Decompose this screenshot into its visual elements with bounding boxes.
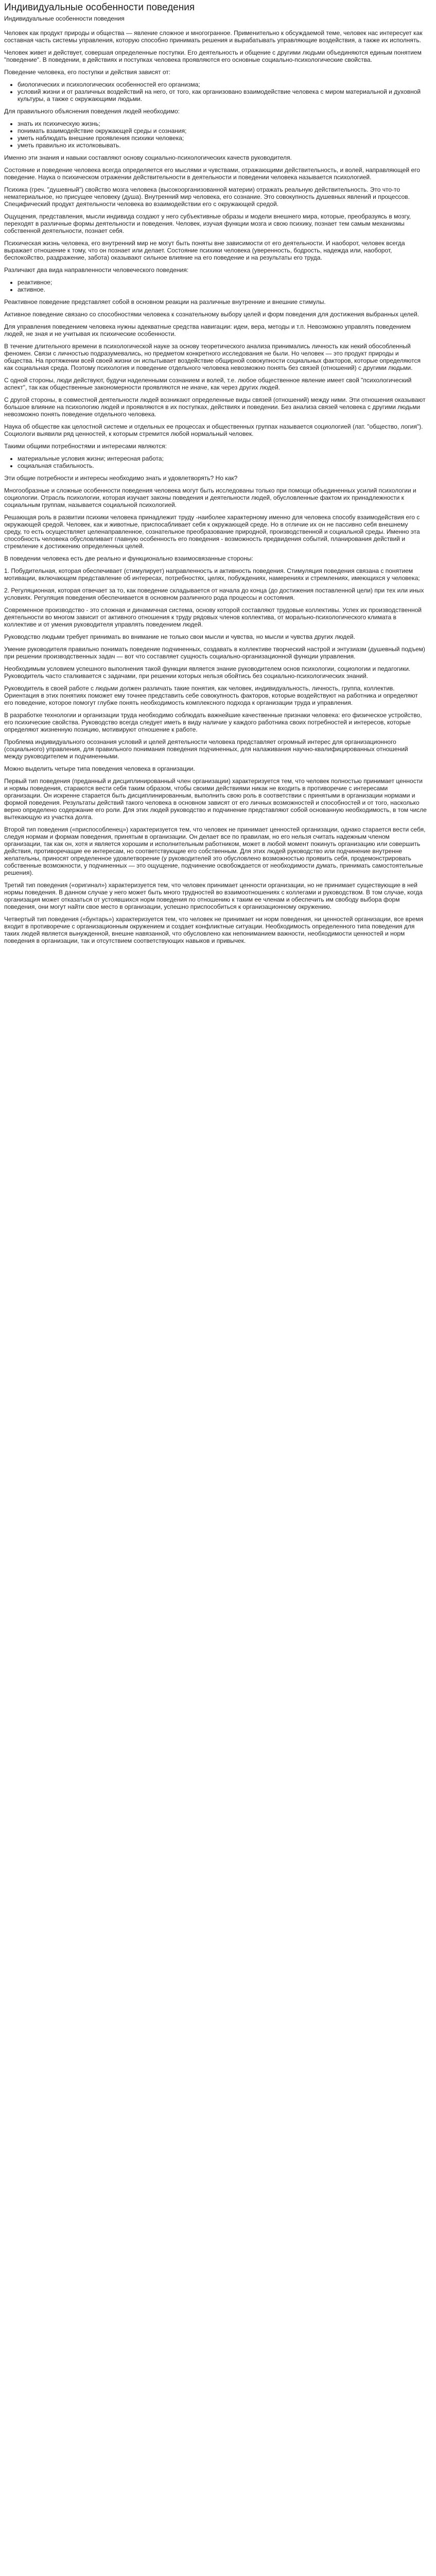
paragraph: 2. Регуляционная, которая отвечает за то, как поведение складывается от начала до конца (до достижения поставленной цели) при тех или иных условиях. Регуляция поведения обеспечивается в основном различного рода процессы и состояния. (4, 587, 424, 601)
paragraph: В поведении человека есть две реально и функционально взаимосвязанные стороны: (4, 555, 253, 562)
list-item: • уметь правильно их истолковывать. (18, 142, 427, 149)
bullet-list (4, 81, 427, 103)
paragraph: С одной стороны, люди действуют, будучи наделенными сознанием и волей, т.е. любое общественное явление имеет свой "психологический аспект", так как общественные закономерности проявляются не иначе, как через других людей. (4, 377, 412, 391)
paragraph: Для управления поведением человека нужны адекватные средства навигации: идеи, вера, методы и т.п. Невозможно управлять поведением людей, не зная и не учитывая их психические особенности. (4, 323, 411, 337)
paragraph: Психика (греч. "душевный") свойство мозга человека (высокоорганизованной материи) отражать реальную действительность. Это что-то нематериальное, но присущее человеку (душа). Внутренний мир человека, его сознание. Это совокупность душевных явлений и процессов. Специфический продукт деятельности человека во взаимодействии его с окружающей средой. (4, 186, 410, 208)
paragraph: Состояние и поведение человека всегда определяется его мыслями и чувствами, отражающими действительность, и волей, направляющей его поведение. Наука о психическом отражении действительности в деятельности и поведении человека называется психологией. (4, 166, 420, 181)
paragraph: С другой стороны, в совместной деятельности людей возникают определенные виды связей (отношений) между ними. Эти отношения оказывают большое влияние на психологию людей и проявляются в их поступках, действиях и поведении. Без анализа связей человека с другими людьми невозможно понять поведение отдельного человека. (4, 396, 426, 418)
bullet-list (4, 279, 427, 293)
paragraph: Умение руководителя правильно понимать поведение подчиненных, создавать в коллективе творческий настрой и энтузиазм (душевный подъем) при решении производственных задач — вот что составляет сущность социально-организационной функции управления. (4, 646, 425, 660)
paragraph: Многообразные и сложные особенности поведения человека могут быть исследованы только при помощи объединенных усилий психологии и социологии. Отрасль психологии, которая изучает законы поведения и деятельности людей, обусловленные фактом их принадлежности к социальным группам, называется социальной психологией. (4, 487, 416, 509)
paragraph: Четвертый тип поведения («бунтарь») характеризуется тем, что человек не принимает ни норм поведения, ни ценностей организации, все время входит в противоречие с организационным окружением и создает конфликтные ситуации. Необходимость определенного типа поведения для таких людей является вынужденной, внешне навязанной, что обусловлено как непониманием важности, необходимости ценностей и норм поведения в организации, так и отсутствием соответствующих навыков и привычек. (4, 916, 424, 944)
paragraph: Наука об обществе как целостной системе и отдельных ее процессах и общественных группах называется социологией (лат. "общество, логия"). Социологи выявили ряд ценностей, к которым стремится любой нормальный человек. (4, 423, 423, 437)
list-item: • материальные условия жизни; интересная работа; (18, 455, 427, 462)
paragraph: Решающая роль в развитии психики человека принадлежит труду -наиболее характерному именно для человека способу взаимодействия его с окружающей средой. Человек, как и животные, приспосабливает себя к окружающей среде. Но в отличие их он не пассивно себя внешнему среду, то есть осуществляет целенаправленное, сознательное преобразование природной, производственной и социальной среды. Именно эта способность человека обусловливает главную особенность его поведения - возможность предвидения событий, планирования действий и стремление к достижению определенных целей. (4, 514, 420, 550)
page-title: Индивидуальные особенности поведения (4, 2, 195, 13)
paragraph: Проблема индивидуального осознания условий и целей деятельности человека представляет огромный интерес для организационного (социального) управления, для правильного понимания поведения подчиненных, для налаживания научно-квалифицированных отношений между руководителем и подчиненными. (4, 738, 408, 760)
paragraph: Ощущения, представления, мысли индивида создают у него субъективные образы и модели внешнего мира, которые, преобразуясь в мозгу, переходят в различные формы деятельности и поведения. Человек, изучая функции мозга и свою психику, познает тем самым механизмы собственной деятельности, познает себя. (4, 213, 411, 234)
list-item: • социальная стабильность. (18, 462, 427, 469)
paragraph: Именно эти знания и навыки составляют основу социально-психологических качеств руководителя. (4, 154, 292, 161)
article-body (4, 29, 427, 944)
paragraph: Современное производство - это сложная и динамичная система, основу которой составляют трудовые коллективы. Успех их производственной деятельности во многом зависит от активного отношения к труду рядовых членов коллектива, от морально-психологического климата в коллективе и от умения руководителя управлять поведением людей. (4, 606, 422, 628)
paragraph: Поведение человека, его поступки и действия зависят от: (4, 69, 171, 76)
page (0, 0, 430, 944)
paragraph: В разработке технологии и организации труда необходимо соблюдать важнейшие качественные признаки человека: его физическое устройство, его психические свойства. Руководство всегда следует иметь в виду наличие у каждого работника своих потребностей и интересов, которые определяют жизненную позицию, мотивируют отношение к работе. (4, 711, 422, 733)
paragraph: Психическая жизнь человека, его внутренний мир не могут быть поняты вне зависимости от его деятельности. И наоборот, человек всегда выражает отношение к тому, что он познает или делает. Состояние психики человека (уверенность, бодрость, надежда или, наоборот, беспокойство, раздражение, забота) оказывают сильное влияние на его поведение и на результаты его труда. (4, 240, 405, 261)
paragraph: Такими общими потребностями и интересами являются: (4, 443, 167, 450)
paragraph: Можно выделить четыре типа поведения человека в организации. (4, 765, 195, 772)
paragraph: Активное поведение связано со способностями человека к сознательному выбору целей и форм поведения для достижения выбранных целей. (4, 311, 420, 318)
paragraph: Необходимым условием успешного выполнения такой функции является знание руководителем основ психологии, социологии и педагогики. Руководитель часто сталкивается с задачами, при решении которых нельзя обойтись без социально-психологических знаний. (4, 665, 411, 680)
paragraph: Реактивное поведение представляет собой в основном реакции на различные внутренние и внешние стимулы. (4, 298, 326, 306)
paragraph: Для правильного объяснения поведения людей необходимо: (4, 108, 180, 115)
bullet-list (4, 455, 427, 469)
paragraph: Третий тип поведения («оригинал») характеризуется тем, что человек принимает ценности организации, но не принимает существующие в ней нормы поведения. В данном случае у него может быть много трудностей во взаимоотношениях с коллегами и руководством. В том случае, когда организация может отказаться от устоявшихся норм поведения по отношению к таким ее членам и обеспечить им свободу выбора форм поведения, они могут найти свое место в организации, успешно приспособиться к организационному окружению. (4, 882, 423, 910)
list-item: • понимать взаимодействие окружающей среды и сознания; (18, 127, 427, 134)
paragraph: Второй тип поведения («приспособленец») характеризуется тем, что человек не принимает ценностей организации, однако старается вести себя, следуя нормам и формам поведения, принятым в организации. Он делает все по правилам, но его нельзя считать надежным членом организации, так как он, хотя и является хорошим и исполнительным работником, может в любой момент покинуть организацию или совершить действия, противоречащие ее интересам, но соответствующие его собственным. Для этих людей руководство или подчинение внутренне желательны, приносят определенное удовлетворение (у руководителей это обусловлено возможностью проявить себя, продемонстрировать собственные возможности, у подчиненных — это ощущение, подчинение освобождается от необходимости думать, принимать самостоятельные решения). (4, 826, 426, 876)
paragraph: 1. Побудительная, которая обеспечивает (стимулирует) направленность и активность поведения. Стимуляция поведения связана с понятием мотивации, включающем представление об интересах, потребностях, целях, побуждениях, намерениях и стремлениях, имеющихся у человека; (4, 567, 420, 582)
bullet-list (4, 120, 427, 149)
paragraph: В течение длительного времени в психологической науке за основу теоретического анализа принимались личность как некий обособленный феномен. Связи с личностью подразумевались, но предметом конкретного исследования не были. Но человек — это продукт природы и общества. На протяжении всей своей жизни он испытывает воздействие общирной совокупности социальных факторов, которые определяются как социальная среда. Поэтому психология и поведение отдельного человека невозможно понять без связей (отношений) с другими людьми. (4, 343, 421, 371)
paragraph: Человек живет и действует, совершая определенные поступки. Его деятельность и общение с другими людьми объединяются единым понятием "поведение". В поведении, в действиях и поступках человека проявляются его основные социально-психологические свойства. (4, 49, 422, 63)
paragraph: Эти общие потребности и интересы необходимо знать и удовлетворять? Но как? (4, 474, 238, 482)
paragraph: Первый тип поведения (преданный и дисциплинированный член организации) характеризуется тем, что человек полностью принимает ценности и нормы поведения, стараются вести себя таким образом, чтобы своими действиями никак не входить в противоречие с интересами организации. Он искренне старается быть дисциплинированным, выполнить свою роль в соответствии с принятыми в организации нормами и формой поведения. Результаты действий такого человека в основном зависят от его личных возможностей и способностей и от того, насколько верно определено содержание его роли. Для этих людей руководство и подчинение представляют собой основанную необходимость, в том числе вытекающую из участка долга. (4, 777, 427, 821)
paragraph: Руководитель в своей работе с людьми должен различать такие понятия, как человек, индивидуальность, личность, группа, коллектив. Ориентация в этих понятиях поможет ему точнее представить себе совокупность факторов, которые воздействуют на работника и определяют его поведение, которое помогут глубже понять необходимость комплексного подхода к организации труда и управления. (4, 685, 418, 706)
paragraph: Руководство людьми требует принимать во внимание не только свои мысли и чувства, но мысли и чувства других людей. (4, 633, 355, 640)
list-item: • условий жизни и от различных воздействий на него, от того, как организовано взаимодействие человека с миром материальной и духовной культуры, а также с окружающими людьми. (18, 88, 427, 103)
paragraph: Человек как продукт природы и общества — явление сложное и многогранное. Применительно к обсуждаемой теме, человек нас интересует как составная часть системы управления, которую способно принимать решения и вырабатывать управляющие воздействия, а также их исполнять. (4, 29, 423, 44)
list-item: • активное. (18, 286, 427, 293)
list-item: • уметь наблюдать внешние проявления психики человека; (18, 134, 427, 142)
paragraph: Различают два вида направленности человеческого поведения: (4, 266, 189, 274)
page-subtitle: Индивидуальные особенности поведения (4, 15, 125, 22)
list-item: • знать их психическую жизнь; (18, 120, 427, 127)
list-item: • биологических и психологических особенностей его организма; (18, 81, 427, 88)
list-item: • реактивное; (18, 279, 427, 286)
